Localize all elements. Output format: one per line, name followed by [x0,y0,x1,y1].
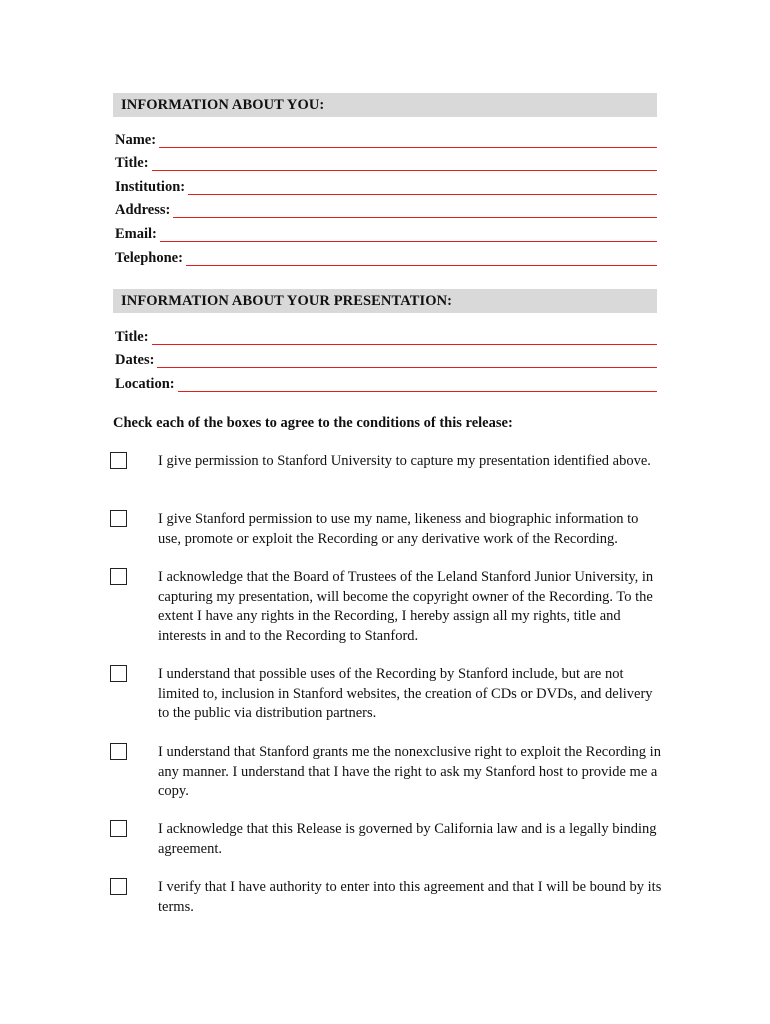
presentation-title-input-line[interactable] [152,344,657,345]
location-input-line[interactable] [178,391,657,392]
location-field [115,372,657,394]
email-label: Email: [115,226,157,242]
institution-input-line[interactable] [188,194,657,195]
agreement-checkbox-copyright[interactable] [110,568,127,585]
email-input-line[interactable] [160,241,657,242]
title-label: Title: [115,155,149,171]
agreement-text-name-likeness: I give Stanford permission to use my name, likeness and biographic information to use, promote or exploit the Recording or any derivative work of the Recording. [158,511,639,547]
name-field [115,128,657,150]
address-input-line[interactable] [173,217,657,218]
name-input-line[interactable] [159,147,657,148]
address-label: Address: [115,202,171,218]
agreement-checkbox-uses[interactable] [110,665,127,682]
dates-label: Dates: [115,352,155,368]
telephone-field [115,246,657,268]
email-field [115,222,657,244]
title-field [115,151,657,173]
title-input-line[interactable] [152,170,657,171]
institution-label: Institution: [115,179,186,195]
institution-field [115,175,657,197]
agreement-checkbox-name-likeness[interactable] [110,510,127,527]
agreement-text-capture: I give permission to Stanford University to capture my presentation identified above. [158,453,651,469]
presentation-title-field [115,325,657,347]
section-header-about-presentation: INFORMATION ABOUT YOUR PRESENTATION: [113,289,657,313]
agreement-text-california-law: I acknowledge that this Release is governed by California law and is a legally binding agreement. [158,821,657,857]
agreement-text-nonexclusive-right: I understand that Stanford grants me the nonexclusive right to exploit the Recording in any manner. I understand that I have the right to ask my Stanford host to provide me a copy. [158,744,661,799]
agreement-text-copyright: I acknowledge that the Board of Trustees of the Leland Stanford Junior University, in capturing my presentation, will become the copyright owner of the Recording. To the extent I have any rights in the Recording, I hereby assign all my rights, title and interests in and to the Recording to Stanford. [158,569,654,644]
agreement-checkbox-authority[interactable] [110,878,127,895]
telephone-label: Telephone: [115,250,183,266]
address-field [115,198,657,220]
agreement-checkbox-california-law[interactable] [110,820,127,837]
location-label: Location: [115,376,175,392]
dates-field [115,348,657,370]
dates-input-line[interactable] [157,367,657,368]
section-header-about-you: INFORMATION ABOUT YOU: [113,93,657,117]
agreement-checkbox-capture[interactable] [110,452,127,469]
agreement-checkbox-nonexclusive-right[interactable] [110,743,127,760]
name-label: Name: [115,132,157,148]
telephone-input-line[interactable] [186,265,657,266]
agreement-text-uses: I understand that possible uses of the Recording by Stanford include, but are not limited to, inclusion in Stanford websites, the creation of CDs or DVDs, and delivery to the public via distribution partners. [158,666,653,721]
presentation-title-label: Title: [115,329,149,345]
agreement-text-authority: I verify that I have authority to enter into this agreement and that I will be bound by its terms. [158,879,662,915]
agreement-instruction: Check each of the boxes to agree to the conditions of this release: [113,415,513,431]
